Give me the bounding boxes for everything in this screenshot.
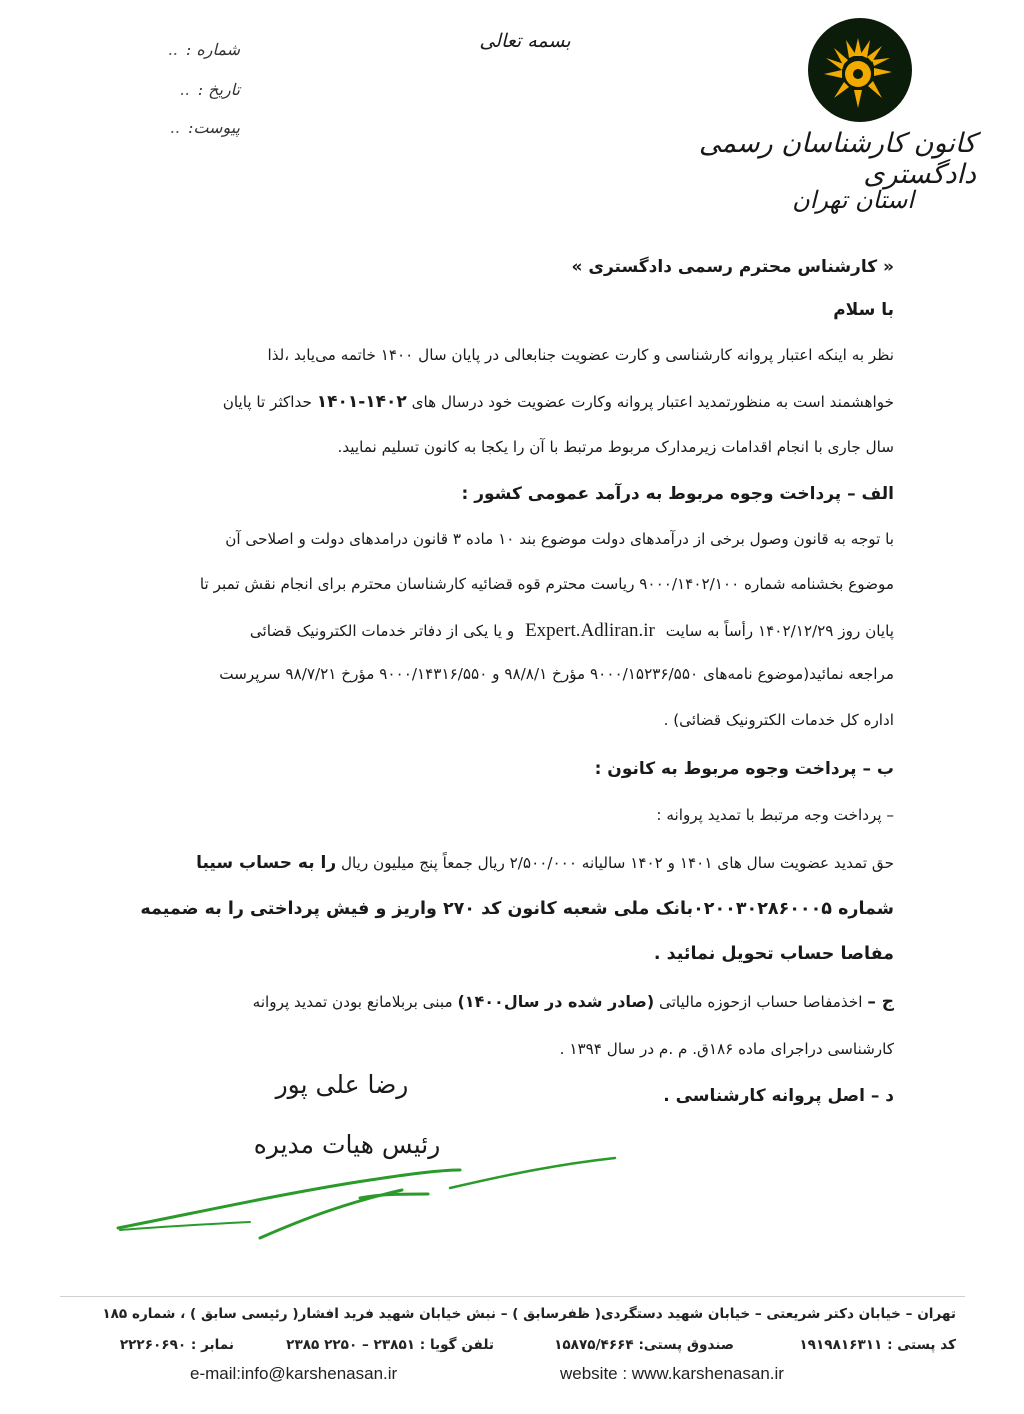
- bismillah-heading: بسمه تعالی: [479, 30, 571, 52]
- section-c-line-2: کارشناسی دراجرای ماده ۱۸۶ق. م .م در سال ۱۳۹۴ .: [559, 1040, 894, 1058]
- section-b-bullet: – پرداخت وجه مرتبط با تمدید پروانه :: [656, 806, 894, 824]
- organization-province: استان تهران: [792, 186, 914, 214]
- footer-po-box: صندوق پستی: ۱۵۸۷۵/۴۶۶۴: [554, 1337, 734, 1353]
- signatory-name: رضا علی پور: [275, 1070, 409, 1099]
- footer-fax: نمابر : ۲۲۲۶۰۶۹۰: [119, 1337, 234, 1353]
- section-a-line-2: موضوع بخشنامه شماره ۹۰۰۰/۱۴۰۲/۱۰۰ ریاست محترم قوه قضائیه کارشناسان محترم برای انجام نقش تمبر تا: [199, 575, 894, 593]
- ref-date-label: تاریخ :..: [179, 80, 240, 99]
- ref-attachment-label: پیوست:..: [169, 118, 240, 137]
- footer-phone: تلفن گویا : ۲۳۸۵۱ – ۲۲۵۰ ۲۳۸۵: [286, 1337, 494, 1353]
- ref-number-label: شماره :..: [167, 40, 240, 59]
- section-b-line-2: شماره ۰۲۰۰۳۰۲۸۶۰۰۰۵بانک ملی شعبه کانون کد ۲۷۰ واریز و فیش پرداختی را به ضمیمه: [140, 899, 894, 919]
- handwritten-signature: [110, 1140, 630, 1250]
- intro-line-1: نظر به اینکه اعتبار پروانه کارشناسی و کارت عضویت جنابعالی در پایان سال ۱۴۰۰ خاتمه می‌یابد ،لذا: [267, 346, 894, 364]
- section-c-line-1: ج – اخذمفاصا حساب ازحوزه مالیاتی (صادر شده در سال۱۴۰۰) مبنی بربلامانع بودن تمدید پروانه: [252, 992, 894, 1012]
- section-d: د – اصل پروانه کارشناسی .: [663, 1086, 894, 1106]
- expert-adliran-link[interactable]: Expert.Adliran.ir: [525, 620, 655, 641]
- section-b-line-1: حق تمدید عضویت سال های ۱۴۰۱ و ۱۴۰۲ سالیانه ۲/۵۰۰/۰۰۰ ریال جمعاً پنج میلیون ریال را به حساب سیبا: [196, 853, 894, 873]
- section-a-line-1: با توجه به قانون وصول برخی از درآمدهای دولت موضوع بند ۱۰ ماده ۳ قانون درامدهای دولت و اصلاحی آن: [225, 530, 894, 548]
- organization-logo: [808, 18, 912, 122]
- sun-emblem-icon: [808, 18, 912, 122]
- section-a-line-5: اداره کل خدمات الکترونیک قضائی) .: [663, 711, 894, 729]
- footer-divider: [60, 1296, 965, 1297]
- recipient-line: « کارشناس محترم رسمی دادگستری »: [571, 257, 894, 277]
- signatory-title: رئیس هیات مدیره: [253, 1130, 441, 1159]
- section-a-line-3: پایان روز ۱۴۰۲/۱۲/۲۹ رأساً به سایت Expert.Adliran.ir و یا یکی از دفاتر خدمات الکترونیک قضائی: [249, 620, 894, 641]
- intro-line-3: سال جاری با انجام اقدامات زیرمدارک مربوط مرتبط با آن را یکجا به کانون تسلیم نمایید.: [337, 438, 894, 456]
- footer-email[interactable]: e-mail:info@karshenasan.ir: [190, 1364, 398, 1383]
- section-b-line-3: مفاصا حساب تحویل نمائید .: [653, 944, 894, 964]
- section-a-heading: الف – پرداخت وجوه مربوط به درآمد عمومی کشور :: [461, 484, 894, 504]
- intro-line-2: خواهشمند است به منظورتمدید اعتبار پروانه وکارت عضویت خود درسال های ۱۴۰۲-۱۴۰۱ حداکثر تا پایان: [222, 392, 894, 412]
- section-a-line-4: مراجعه نمائید(موضوع نامه‌های ۹۰۰۰/۱۵۲۳۶/۵۵۰ مؤرخ ۹۸/۸/۱ و ۹۰۰۰/۱۴۳۱۶/۵۵۰ مؤرخ ۹۸/۷/۲۱ سرپرست: [219, 665, 894, 683]
- years-range: ۱۴۰۲-۱۴۰۱: [316, 392, 407, 412]
- greeting: با سلام: [833, 300, 894, 320]
- footer-postal-code: کد پستی : ۱۹۱۹۸۱۶۳۱۱: [799, 1337, 956, 1353]
- section-b-heading: ب – پرداخت وجوه مربوط به کانون :: [594, 759, 894, 779]
- footer-website[interactable]: website : www.karshenasan.ir: [560, 1364, 784, 1383]
- footer-address: تهران – خیابان دکتر شریعتی – خیابان شهید دستگردی( ظفرسابق ) – نبش خیابان شهید فرید افشار( رئیسی سابق ) ، شماره ۱۸۵: [102, 1306, 956, 1322]
- organization-name: کانون کارشناسان رسمی دادگستری: [698, 128, 976, 190]
